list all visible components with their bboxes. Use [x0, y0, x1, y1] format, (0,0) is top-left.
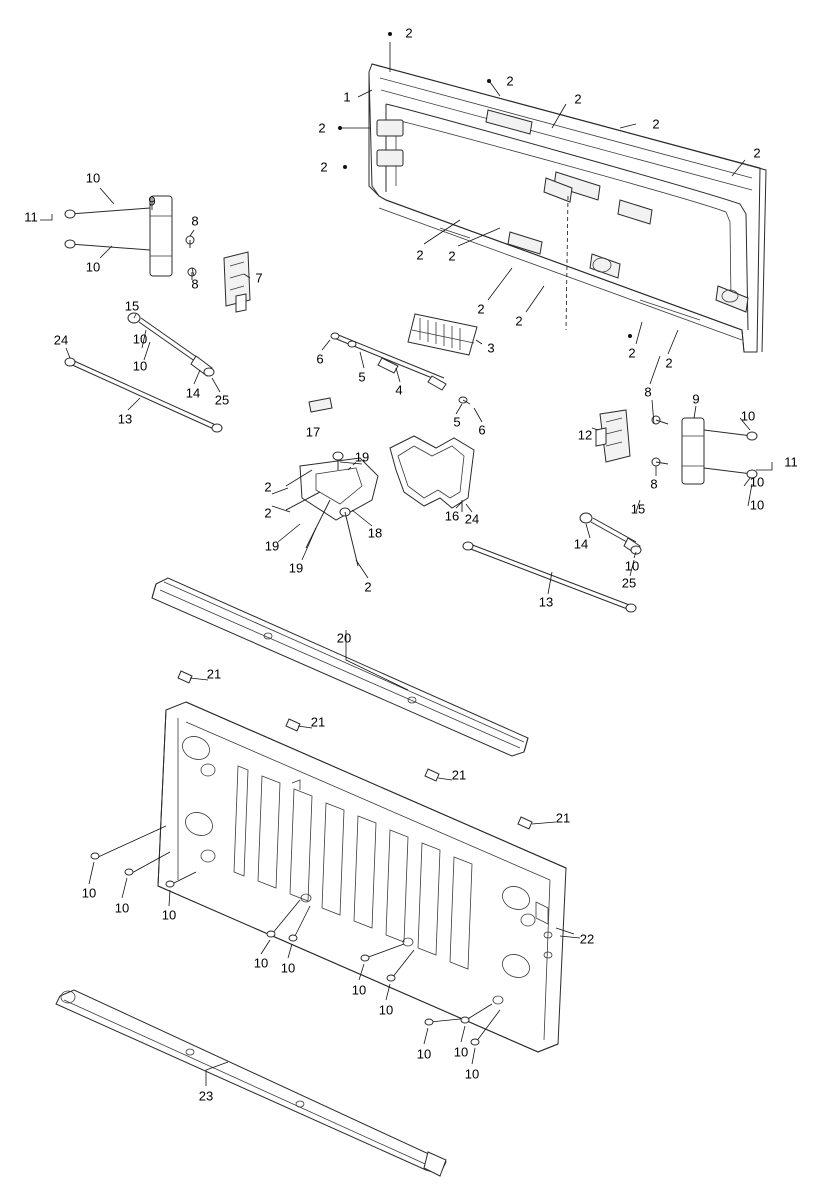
callout-number: 10 [416, 1046, 432, 1062]
callout-number: 2 [264, 505, 272, 521]
callout-number: 16 [444, 508, 460, 524]
callout-number: 24 [464, 511, 480, 527]
callout-number: 11 [24, 209, 38, 225]
callout-number: 13 [538, 594, 554, 610]
part-1-tailgate-inner-panel [369, 64, 766, 352]
part-22-outer-panel [91, 702, 574, 1052]
callout-number: 8 [191, 276, 199, 292]
callout-number: 10 [132, 331, 148, 347]
part-3-reinforcement [408, 314, 477, 355]
callout-number: 8 [650, 476, 658, 492]
callout-number: 19 [288, 560, 304, 576]
callout-number: 6 [478, 422, 486, 438]
callout-number: 2 [320, 159, 328, 175]
callout-number: 2 [448, 248, 456, 264]
callout-number: 22 [579, 931, 595, 947]
callout-number: 23 [198, 1088, 214, 1104]
part-18-19-latch-assembly [286, 449, 378, 566]
callout-number: 18 [367, 525, 383, 541]
callout-number: 10 [351, 982, 367, 998]
callout-number: 2 [264, 479, 272, 495]
part-group-left-hinge [40, 193, 199, 280]
callout-number: 11 [784, 454, 798, 470]
callout-number: 5 [358, 369, 366, 385]
callout-number: 15 [124, 298, 140, 314]
callout-number: 10 [280, 960, 296, 976]
callout-number: 19 [264, 538, 280, 554]
callout-number: 10 [453, 1044, 469, 1060]
callout-number: 2 [665, 355, 673, 371]
callout-number: 2 [477, 301, 485, 317]
callout-number: 5 [453, 414, 461, 430]
callout-number: 20 [336, 630, 352, 646]
callout-number: 10 [132, 358, 148, 374]
callout-number: 10 [740, 408, 756, 424]
callout-number: 3 [487, 340, 495, 356]
callout-number: 2 [318, 120, 326, 136]
callout-number: 21 [206, 666, 222, 682]
part-16-bracket [390, 436, 474, 512]
callout-number: 8 [191, 213, 199, 229]
callout-number: 2 [515, 313, 523, 329]
callout-number: 2 [753, 145, 761, 161]
callout-number: 10 [253, 955, 269, 971]
callout-number: 2 [652, 116, 660, 132]
callout-number: 7 [255, 270, 263, 286]
callout-number: 10 [464, 1066, 480, 1082]
callout-number: 2 [416, 247, 424, 263]
part-23-torsion-bar [56, 990, 446, 1176]
callout-number: 4 [395, 382, 403, 398]
callout-number: 17 [305, 424, 321, 440]
callout-number: 10 [161, 907, 177, 923]
callout-number: 2 [574, 91, 582, 107]
callout-number: 2 [364, 579, 372, 595]
callout-number: 24 [53, 332, 69, 348]
callout-number: 10 [85, 170, 101, 186]
callout-number: 12 [577, 427, 593, 443]
callout-number: 19 [354, 449, 370, 465]
part-17-clip [309, 398, 332, 412]
callout-number: 9 [148, 193, 156, 209]
callout-number: 1 [343, 89, 351, 105]
part-12-latch [596, 410, 630, 462]
callout-number: 2 [628, 345, 636, 361]
part-group-right-link [580, 513, 641, 554]
callout-number: 10 [749, 474, 765, 490]
callout-number: 21 [555, 810, 571, 826]
callout-number: 21 [310, 714, 326, 730]
part-7-latch [224, 252, 250, 312]
callout-number: 14 [185, 385, 201, 401]
callout-number: 10 [85, 259, 101, 275]
callout-number: 2 [405, 25, 413, 41]
callout-number: 10 [81, 885, 97, 901]
callout-number: 15 [630, 501, 646, 517]
callout-number: 2 [506, 73, 514, 89]
callout-number: 13 [117, 411, 133, 427]
callout-number: 14 [573, 536, 589, 552]
callout-number: 6 [316, 351, 324, 367]
callout-number: 8 [644, 384, 652, 400]
callout-number: 9 [692, 391, 700, 407]
callout-number: 10 [114, 900, 130, 916]
callout-number: 10 [624, 558, 640, 574]
callout-number: 25 [621, 575, 637, 591]
callout-number: 25 [214, 392, 230, 408]
callout-number: 21 [451, 767, 467, 783]
callout-number: 10 [749, 497, 765, 513]
callout-number: 10 [378, 1002, 394, 1018]
